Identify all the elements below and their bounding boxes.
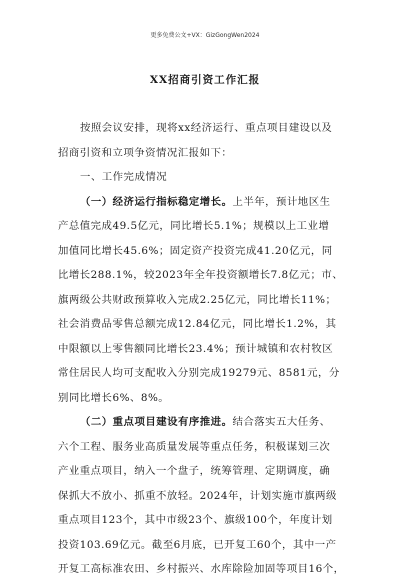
- page-header: 更多免费公文+VX：GizGongWen2024: [150, 32, 260, 39]
- paragraph-line: 中限额以上零售额同比增长23.4%；预计城镇和农村牧区: [58, 342, 334, 355]
- paragraph-line: 旗两级公共财政预算收入完成2.25亿元，同比增长11%；: [58, 293, 337, 306]
- paragraph-line: 加值同比增长45.6%；固定资产投资完成41.20亿元，同: [58, 244, 333, 257]
- paragraph-text: 上半年，预计地区生: [232, 195, 331, 208]
- paragraph-line: 社会消费品零售总额完成12.84亿元，同比增长1.2%，其: [58, 318, 337, 330]
- paragraph-line: [58, 410, 354, 435]
- document-body: [58, 116, 354, 582]
- paragraph-lead: （二）重点项目建设有序推进。: [80, 416, 233, 428]
- paragraph-lead: （一）经济运行指标稳定增长。: [80, 195, 233, 208]
- paragraph-text: 结合落实五大任务、: [232, 416, 331, 428]
- paragraph-line: 六个工程、服务业高质量发展等重点任务，积极谋划三次: [58, 440, 331, 453]
- paragraph-line: 保抓大不放小、抓重不放轻。2024年，计划实施市旗两级: [58, 489, 337, 502]
- intro-line: 按照会议安排，现将xx经济运行、重点项目建设以及: [80, 122, 333, 134]
- paragraph-line: [58, 190, 354, 215]
- section-heading: 一、工作完成情况: [80, 171, 168, 183]
- paragraph-line: 产业重点项目，纳入一个盘子，统筹管理、定期调度，确: [58, 465, 331, 477]
- document-title: XX招商引资工作汇报: [149, 74, 261, 86]
- paragraph-line: 比增长288.1%，较2023年全年投资额增长7.8亿元；市、: [58, 269, 344, 281]
- paragraph-line: 重点项目123个，其中市级23个、旗级100个，年度计划: [58, 514, 333, 526]
- paragraph-line: 常住居民人均可支配收入分别完成19279元、8581元，分: [58, 367, 340, 379]
- paragraph-line: 产总值完成49.5亿元，同比增长5.1%；规模以上工业增: [58, 220, 330, 232]
- paragraph-line: 投资103.69亿元。截至6月底，已开复工60个，其中一产: [58, 538, 337, 551]
- paragraph-line: 别同比增长6%、8%。: [58, 391, 170, 404]
- paragraph-line: 开复工高标准农田、乡村振兴、水库除险加固等项目16个，: [58, 563, 345, 575]
- intro-line: 招商引资和立项争资情况汇报如下：: [58, 146, 233, 159]
